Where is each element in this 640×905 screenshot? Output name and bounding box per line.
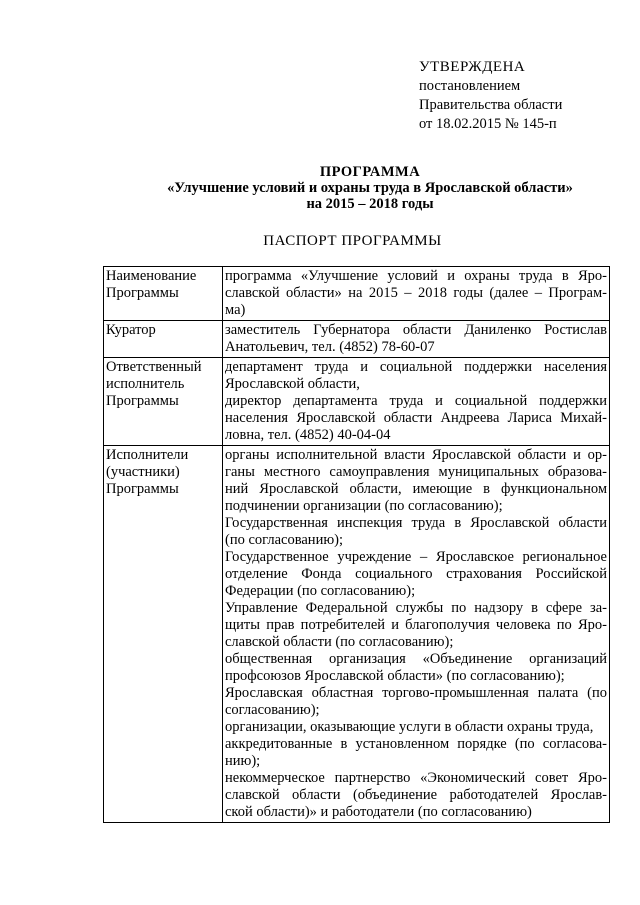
program-title-line: на 2015 – 2018 годы [306, 196, 434, 212]
row-value-line: отделение Фонда социального страхования Российской [225, 566, 607, 582]
row-value-cell [223, 267, 610, 321]
row-label-line: исполнитель [106, 376, 185, 392]
row-value-line: ний Ярославской области, имеющие в функциональном [225, 481, 607, 497]
approval-title: УТВЕРЖДЕНА [419, 59, 526, 75]
row-value-cell [223, 321, 610, 358]
row-value-line: некоммерческое партнерство «Экономический совет Яро- [225, 770, 607, 786]
row-value-line: департамент труда и социальной поддержки населения [225, 359, 607, 375]
approval-line: Правительства области [419, 97, 563, 113]
row-label-cell [104, 321, 223, 358]
row-value-line: славской области» на 2015 – 2018 годы (далее – Програм- [225, 285, 607, 301]
row-value-line: профсоюзов Ярославской области» (по согласованию); [225, 668, 565, 684]
row-value-line: программа «Улучшение условий и охраны труда в Яро- [225, 268, 607, 284]
row-label-line: Программы [106, 393, 179, 409]
row-label-line: Программы [106, 481, 179, 497]
row-value-line: ской области)» и работодатели (по согласованию) [225, 804, 532, 820]
row-value-line: (по согласованию); [225, 532, 344, 548]
program-title [90, 164, 640, 212]
row-value-line: Ярославская областная торгово-промышленная палата (по [225, 685, 607, 701]
row-label-line: Куратор [106, 322, 156, 338]
row-label-line: Исполнители [106, 447, 189, 463]
row-label-line: Программы [106, 285, 179, 301]
row-label-cell [104, 267, 223, 321]
row-value-line: Ярославской области, [225, 376, 360, 392]
row-value-line: общественная организация «Объединение организаций [225, 651, 607, 667]
program-title-line: ПРОГРАММА [319, 164, 421, 180]
row-value-cell [223, 358, 610, 446]
row-value-line: населения Ярославской области Андреева Лариса Михай- [225, 410, 607, 426]
row-value-line: нию); [225, 753, 261, 769]
row-value-line: организации, оказывающие услуги в области охраны труда, [225, 719, 594, 735]
approval-line: от 18.02.2015 № 145-п [419, 116, 557, 132]
row-label-line: Наименование [106, 268, 197, 284]
passport-table [103, 266, 610, 823]
row-label-line: (участники) [106, 464, 180, 480]
row-label-cell [104, 446, 223, 823]
program-title-line: «Улучшение условий и охраны труда в Ярославской области» [167, 180, 573, 196]
row-value-cell [223, 446, 610, 823]
approval-line: постановлением [419, 78, 521, 94]
table-row [104, 446, 610, 823]
table-row [104, 358, 610, 446]
table-row [104, 321, 610, 358]
row-value-line: согласованию); [225, 702, 320, 718]
row-value-line: подчинении организации (по согласованию); [225, 498, 503, 514]
row-value-line: органы исполнительной власти Ярославской области и ор- [225, 447, 607, 463]
passport-heading: ПАСПОРТ ПРОГРАММЫ [263, 233, 442, 249]
row-value-line: щиты прав потребителей и благополучия человека по Яро- [225, 617, 607, 633]
row-label-line: Ответственный [106, 359, 202, 375]
table-row [104, 267, 610, 321]
row-value-line: Государственное учреждение – Ярославское региональное [225, 549, 607, 565]
row-value-line: ма) [225, 302, 246, 318]
row-value-line: Анатольевич, тел. (4852) 78-60-07 [225, 339, 435, 355]
row-value-line: ганы местного самоуправления муниципальных образова- [225, 464, 607, 480]
row-value-line: ловна, тел. (4852) 40-04-04 [225, 427, 391, 443]
row-value-line: славской области (объединение работодателей Ярослав- [225, 787, 607, 803]
row-value-line: директор департамента труда и социальной поддержки [225, 393, 607, 409]
row-value-line: Федерации (по согласованию); [225, 583, 416, 599]
row-value-line: славской области (по согласованию); [225, 634, 454, 650]
row-value-line: заместитель Губернатора области Даниленко Ростислав [225, 322, 607, 338]
row-value-line: аккредитованные в установленном порядке (по согласова- [225, 736, 607, 752]
row-label-cell [104, 358, 223, 446]
row-value-line: Государственная инспекция труда в Ярославской области [225, 515, 607, 531]
row-value-line: Управление Федеральной службы по надзору в сфере за- [225, 600, 607, 616]
approval-stamp [419, 58, 619, 134]
